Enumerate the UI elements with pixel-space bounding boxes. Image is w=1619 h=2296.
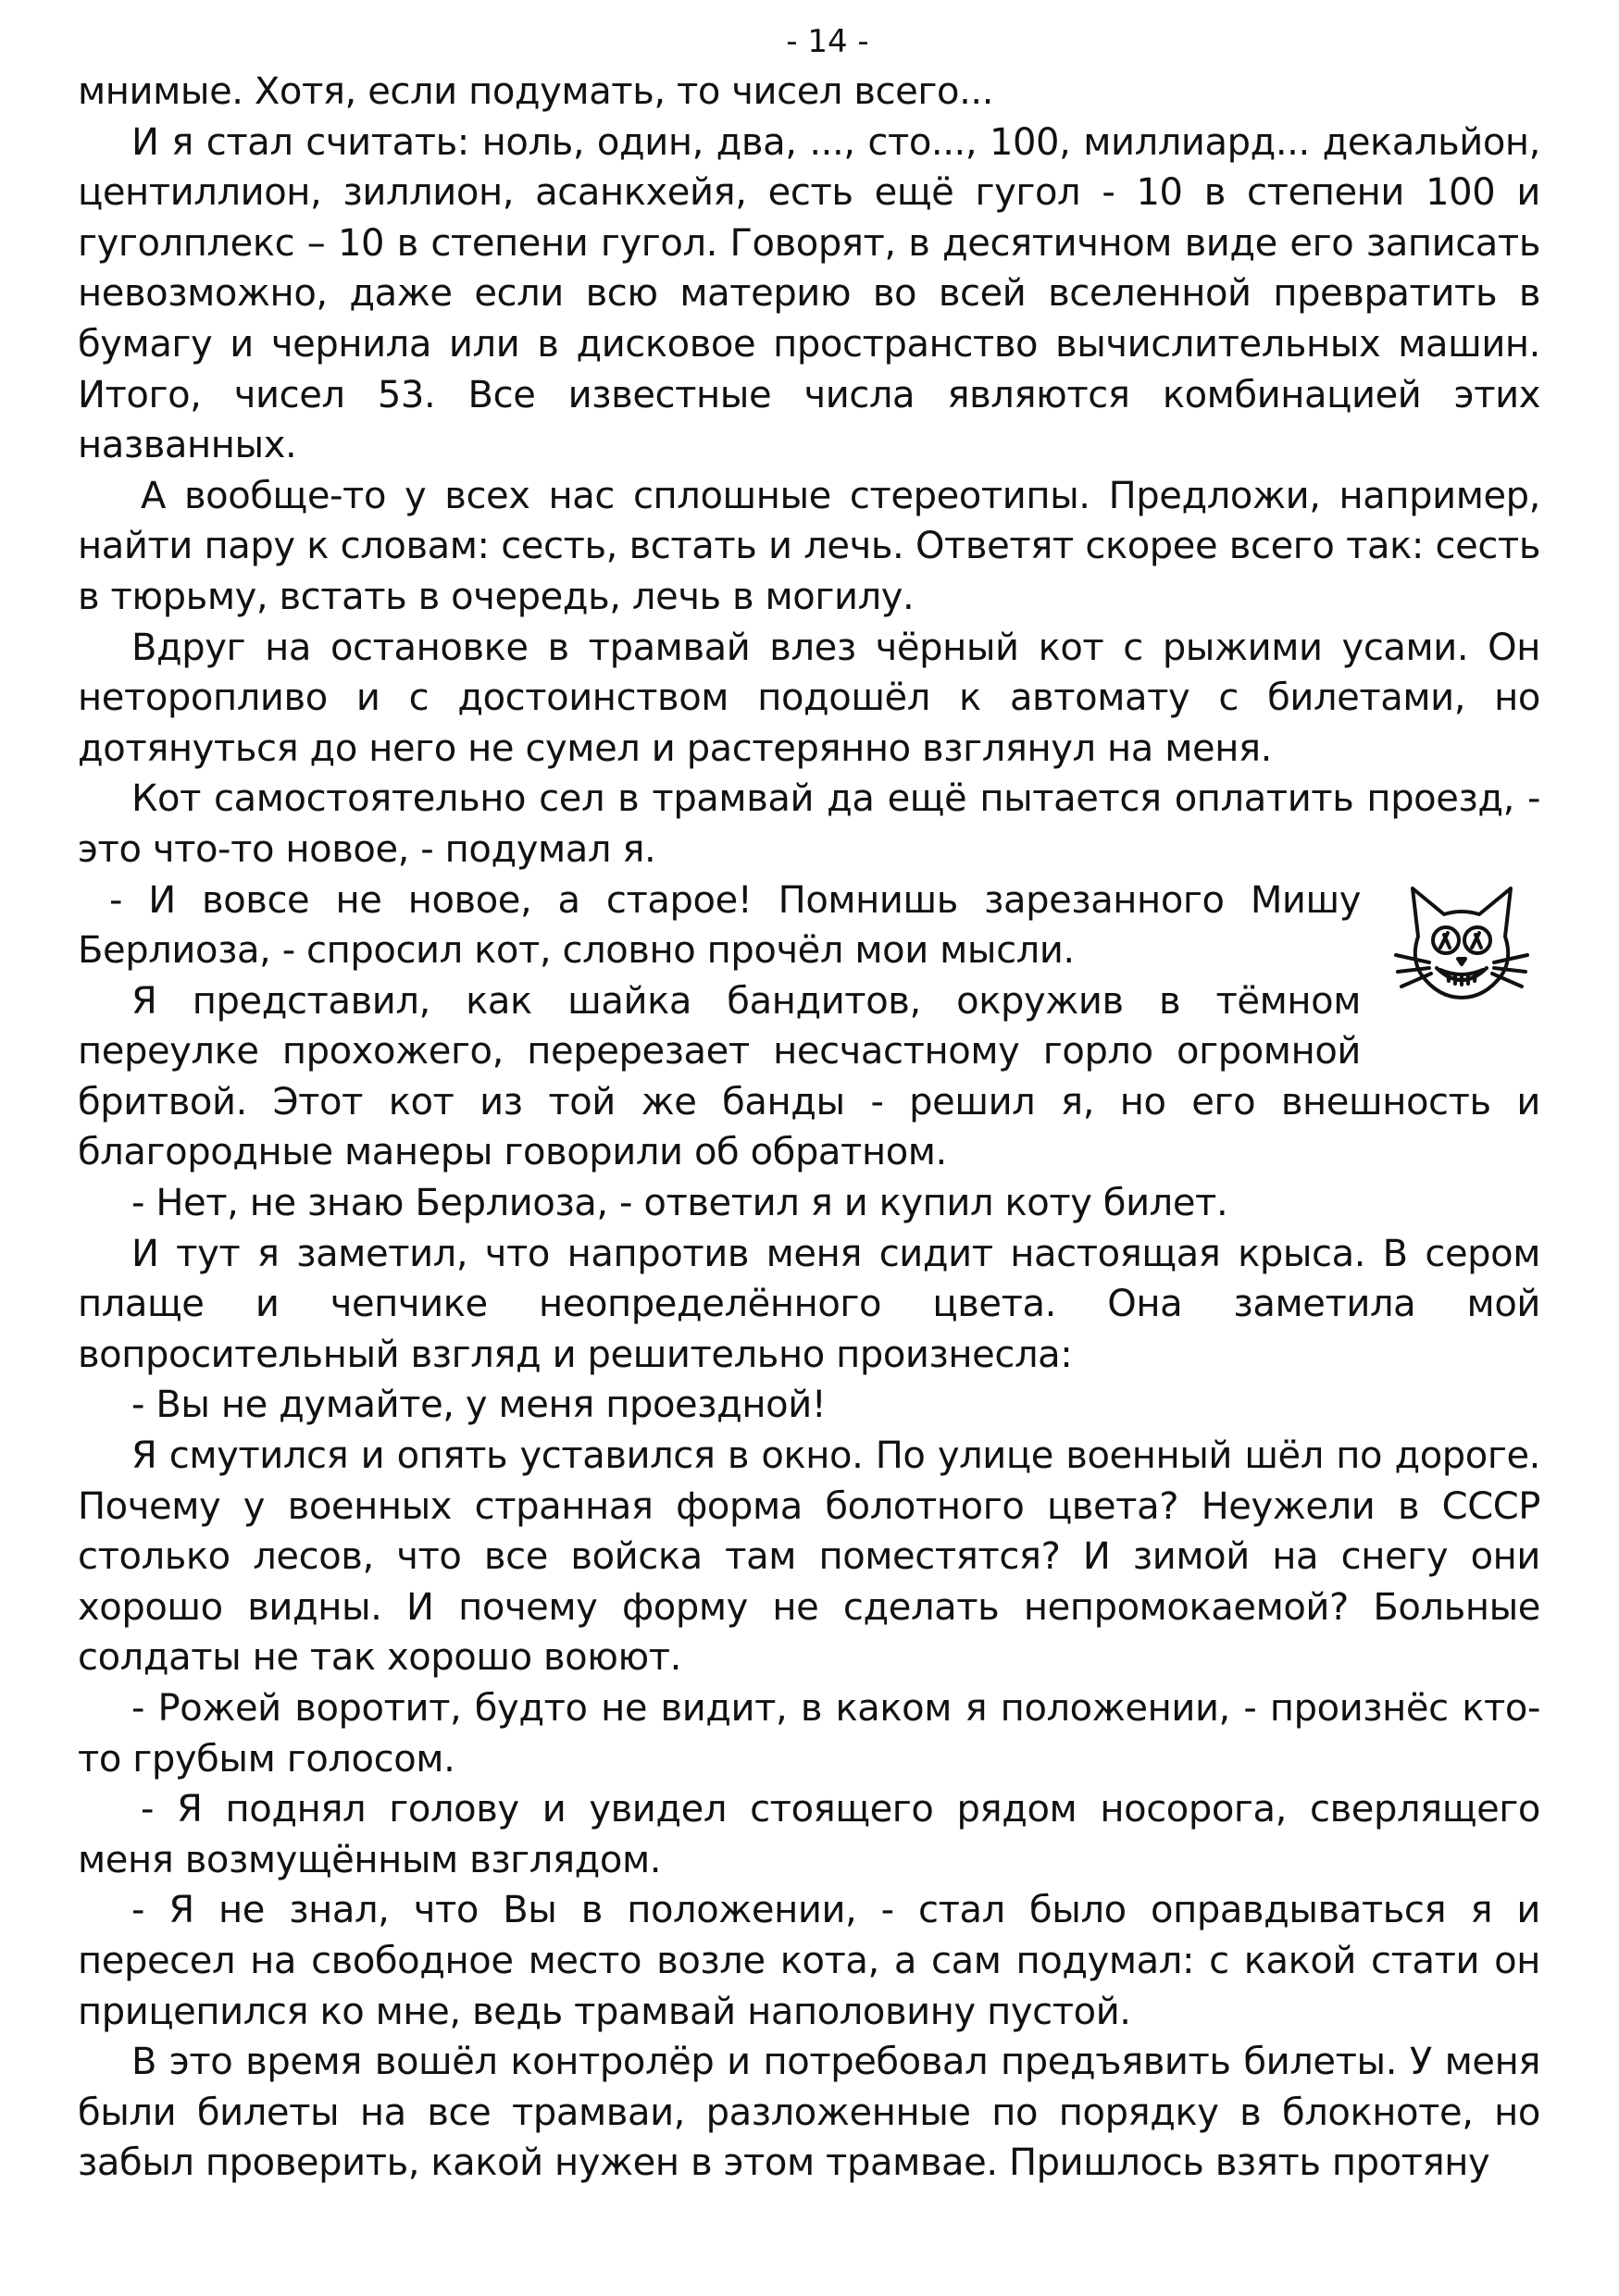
- paragraph: Я представил, как шайка бандитов, окружив в тёмном переулке прохожего, перерезает несчастному горло огромной бритвой. Этот кот из той же банды - решил я, но его внешность и благородные манеры говорили об обратном.: [78, 979, 1540, 1174]
- paragraph: Вдруг на остановке в трамвай влез чёрный кот с рыжими усами. Он неторопливо и с достоинством подошёл к автомату с билетами, но дотянуться до него не сумел и растерянно взглянул на меня.: [78, 626, 1540, 770]
- paragraph: - Я поднял голову и увидел стоящего рядом носорога, сверлящего меня возмущённым взглядом.: [78, 1788, 1540, 1881]
- page-number: - 14 -: [786, 23, 869, 60]
- paragraph: - И вовсе не новое, а старое! Помнишь зарезанного Мишу Берлиоза, - спросил кот, словно прочёл мои мысли.: [78, 878, 1361, 973]
- body-text: [78, 67, 1540, 2189]
- paragraph: - Нет, не знаю Берлиоза, - ответил я и купил коту билет.: [131, 1182, 1228, 1225]
- paragraph: - Я не знал, что Вы в положении, - стал было оправдываться я и пересел на свободное место возле кота, а сам подумал: с какой стати он прицепился ко мне, ведь трамвай наполовину пустой.: [78, 1889, 1540, 2033]
- cat-face-icon: [1392, 879, 1531, 1018]
- paragraph: - Рожей воротит, будто не видит, в каком я положении, - произнёс кто-то грубым голосом.: [78, 1687, 1540, 1781]
- cat-illustration: [1374, 879, 1540, 1036]
- paragraph: - Вы не думайте, у меня проездной!: [131, 1384, 827, 1427]
- paragraph: В это время вошёл контролёр и потребовал предъявить билеты. У меня были билеты на все трамваи, разложенные по порядку в блокноте, но забыл проверить, какой нужен в этом трамвае. Пришлось взять протяну: [78, 2041, 1540, 2185]
- paragraph: И я стал считать: ноль, один, два, ..., сто..., 100, миллиард... декальйон, центиллион, зиллион, асанкхейя, есть ещё гугол - 10 в степени 100 и гуголплекс – 10 в степени гугол. Говорят, в десятичном виде его записать невозможно, даже если всю материю во всей вселенной превратить в бумагу и чернила или в дисковое пространство вычислительных машин. Итого, чисел 53. Все известные числа являются комбинацией этих названных.: [78, 120, 1540, 467]
- paragraph: мнимые. Хотя, если подумать, то чисел всего...: [78, 70, 994, 113]
- paragraph: Кот самостоятельно сел в трамвай да ещё пытается оплатить проезд, - это что-то новое, - подумал я.: [78, 777, 1540, 871]
- document-page: [78, 17, 1540, 2189]
- paragraph: И тут я заметил, что напротив меня сидит настоящая крыса. В сером плаще и чепчике неопределённого цвета. Она заметила мой вопросительный взгляд и решительно произнесла:: [78, 1232, 1540, 1376]
- paragraph: А вообще-то у всех нас сплошные стереотипы. Предложи, например, найти пару к словам: сесть, встать и лечь. Ответят скорее всего так: сесть в тюрьму, встать в очередь, лечь в могилу.: [78, 474, 1540, 618]
- paragraph: Я смутился и опять уставился в окно. По улице военный шёл по дороге. Почему у военных странная форма болотного цвета? Неужели в СССР столько лесов, что все войска там поместятся? И зимой на снегу они хорошо видны. И почему форму не сделать непромокаемой? Больные солдаты не так хорошо воюют.: [78, 1434, 1540, 1680]
